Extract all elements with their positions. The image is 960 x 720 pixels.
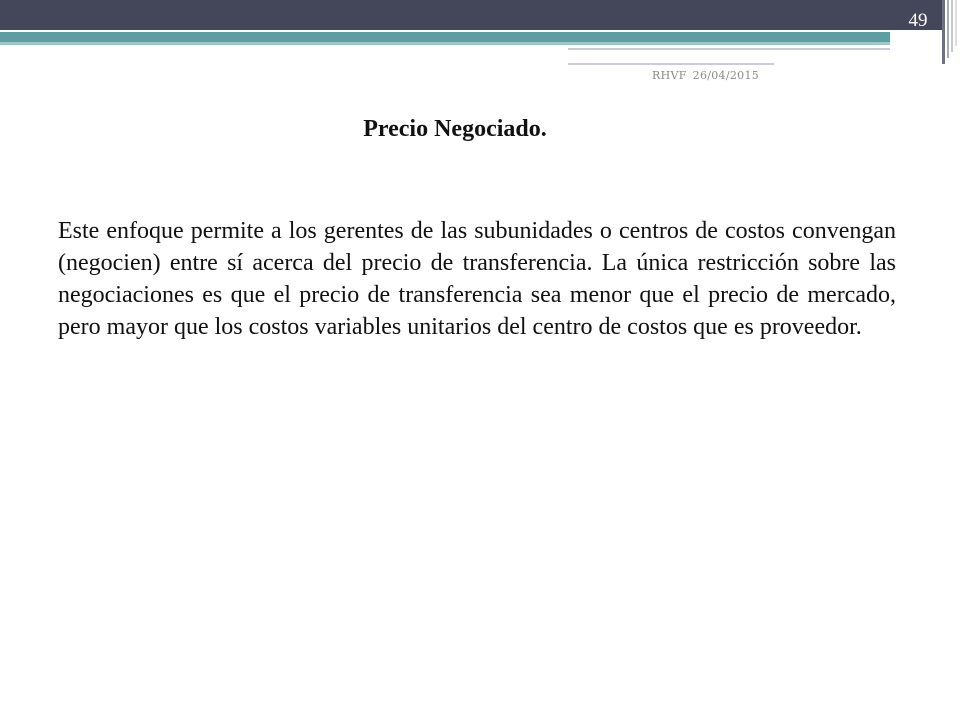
corner-rule-3 — [951, 0, 953, 52]
slide-footer-meta — [652, 69, 759, 82]
slide-number: 49 — [908, 10, 928, 31]
date-label: 26/04/2015 — [692, 69, 760, 82]
slide-title — [0, 116, 910, 143]
header-band — [0, 0, 945, 30]
header-rule-long — [568, 48, 890, 50]
slide-body-text: Este enfoque permite a los gerentes de las subunidades o centros de costos convengan (negocien) entre sí acerca del precio de transferencia. La única restricción sobre las negociaciones es que el precio de transferencia sea menor que el precio de mercado, pero mayor que los costos variables unitarios del centro de costos que es proveedor. — [58, 218, 896, 340]
header-accent-bar-light — [0, 42, 890, 45]
corner-rule-1 — [942, 0, 945, 64]
header-accent-bar — [0, 32, 890, 42]
author-label: RHVF — [652, 69, 687, 82]
header-rule-short — [568, 63, 774, 65]
corner-rule-2 — [947, 0, 949, 58]
corner-rule-4 — [955, 0, 957, 46]
slide-title-text: Precio Negociado. — [363, 116, 547, 142]
